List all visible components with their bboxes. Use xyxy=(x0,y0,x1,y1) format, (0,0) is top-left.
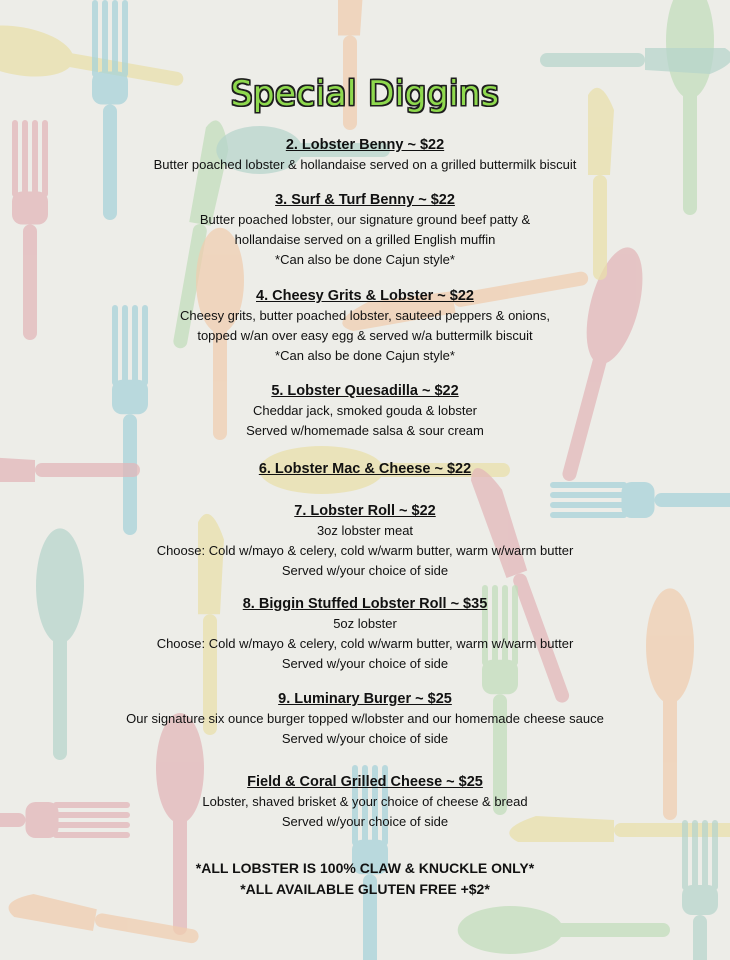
menu-item-description: Served w/your choice of side xyxy=(281,730,449,746)
menu-footnotes xyxy=(0,858,730,900)
menu-item-note: *Can also be done Cajun style* xyxy=(275,251,455,267)
menu-item-title: 8. Biggin Stuffed Lobster Roll ~ $35 xyxy=(242,596,488,612)
menu-item-description: Butter poached lobster & hollandaise served on a grilled buttermilk biscuit xyxy=(153,157,577,172)
menu-item-description: Served w/homemade salsa & sour cream xyxy=(246,422,484,438)
menu-item-title: 7. Lobster Roll ~ $22 xyxy=(294,503,436,519)
menu-item xyxy=(0,190,730,269)
gluten-free-note: *ALL AVAILABLE GLUTEN FREE +$2* xyxy=(240,881,490,897)
menu-item-description: Butter poached lobster, our signature ground beef patty & xyxy=(199,212,531,227)
menu-item-description: Choose: Cold w/mayo & celery, cold w/warm butter, warm w/warm butter xyxy=(156,635,574,651)
menu-item xyxy=(0,286,730,365)
menu-item-description: Served w/your choice of side xyxy=(281,655,449,671)
menu-item-description: 5oz lobster xyxy=(333,616,397,631)
menu-item-description: Served w/your choice of side xyxy=(281,813,449,829)
menu-item xyxy=(0,135,730,175)
menu-item-note: *Can also be done Cajun style* xyxy=(275,347,455,363)
menu-item xyxy=(0,594,730,673)
menu-item-title: Field & Coral Grilled Cheese ~ $25 xyxy=(247,774,483,790)
lobster-note: *ALL LOBSTER IS 100% CLAW & KNUCKLE ONLY* xyxy=(195,860,535,876)
menu-item-description: Choose: Cold w/mayo & celery, cold w/warm butter, warm w/warm butter xyxy=(156,542,574,558)
menu-item-title: 9. Luminary Burger ~ $25 xyxy=(278,691,452,707)
menu-item-description: Lobster, shaved brisket & your choice of cheese & bread xyxy=(202,794,528,809)
menu-item-title: 3. Surf & Turf Benny ~ $22 xyxy=(275,192,455,208)
menu-item xyxy=(0,381,730,441)
menu-item xyxy=(0,459,730,479)
menu-item-description: Cheesy grits, butter poached lobster, sauteed peppers & onions, xyxy=(179,308,550,323)
menu-title: Special Diggins xyxy=(230,74,500,114)
menu-item-title: 4. Cheesy Grits & Lobster ~ $22 xyxy=(256,288,474,304)
menu-item xyxy=(0,501,730,580)
menu-item-description: hollandaise served on a grilled English muffin xyxy=(234,231,496,247)
menu-item-description: 3oz lobster meat xyxy=(316,523,414,538)
menu-item-title: 5. Lobster Quesadilla ~ $22 xyxy=(271,383,459,399)
menu-item xyxy=(0,689,730,749)
menu-item-description: topped w/an over easy egg & served w/a buttermilk biscuit xyxy=(197,327,533,343)
menu-item-title: 6. Lobster Mac & Cheese ~ $22 xyxy=(258,461,472,477)
menu-item-title: 2. Lobster Benny ~ $22 xyxy=(285,137,445,153)
menu-item xyxy=(0,772,730,832)
menu-item-description: Our signature six ounce burger topped w/lobster and our homemade cheese sauce xyxy=(126,711,604,726)
menu-item-description: Cheddar jack, smoked gouda & lobster xyxy=(252,403,477,418)
menu-item-description: Served w/your choice of side xyxy=(281,562,449,578)
